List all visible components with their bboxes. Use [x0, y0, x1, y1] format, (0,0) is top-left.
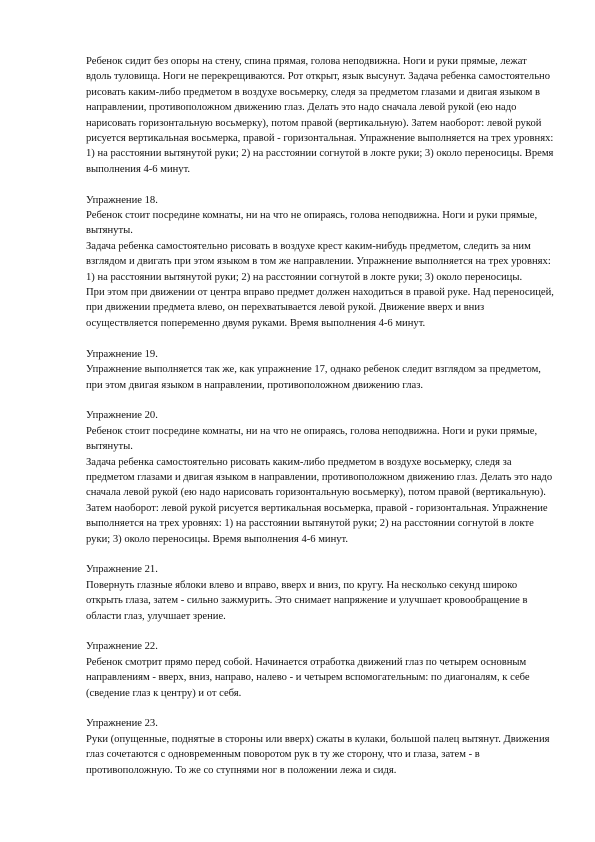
document-page — [86, 54, 554, 778]
paragraph: Ребенок стоит посредине комнаты, ни на что не опираясь, голова неподвижна. Ноги и руки прямые, вытянуты. — [86, 210, 538, 237]
spacer — [86, 177, 554, 192]
spacer — [86, 393, 554, 408]
text-block-intro — [86, 54, 554, 177]
spacer — [86, 701, 554, 716]
exercise-heading: Упражнение 20. — [86, 410, 158, 422]
spacer — [86, 624, 554, 639]
exercise-23 — [86, 716, 554, 778]
exercise-21 — [86, 562, 554, 624]
paragraph: Ребенок смотрит прямо перед собой. Начинается отработка движений глаз по четырем основным направлениям - вверх, вниз, направо, налево - и четырем вспомогательным: по диагоналям, к себе (сведение глаз к центру) и от себя. — [86, 656, 530, 699]
paragraph: Ребенок стоит посредине комнаты, ни на что не опираясь, голова неподвижна. Ноги и руки прямые, вытянуты. — [86, 425, 538, 453]
paragraph: 1) на расстоянии вытянутой руки; 2) на расстоянии согнутой в локте руки; 3) около переносицы. Время выполнения 4-6 минут. — [86, 148, 554, 175]
exercise-heading: Упражнение 22. — [86, 641, 158, 653]
exercise-22 — [86, 639, 554, 701]
paragraph: Задача ребенка самостоятельно рисовать каким-либо предметом в воздухе восьмерку, следя за предметом глазами и двигая языком в направлении, противоположном движению глаз. Делать это надо сначала левой рукой (ею надо нарисовать горизонтальную восьмерку), потом правой (вертикальную). Затем наоборот: левой рукой рисуется вертикальная восьмерка, правой - горизонтальная. Упражнение выполняется на трех уровнях: 1) на расстоянии вытянутой руки; 2) на расстоянии согнутой в локте руки; 3) около переносицы. Время выполнения 4-6 минут. — [86, 456, 553, 545]
exercise-heading: Упражнение 23. — [86, 718, 158, 730]
paragraph: Упражнение выполняется так же, как упражнение 17, однако ребенок следит взглядом за предметом, при этом двигая языком в направлении, противоположном движению глаз. — [86, 364, 541, 391]
exercise-heading: Упражнение 18. — [86, 194, 158, 206]
paragraph: Повернуть глазные яблоки влево и вправо, вверх и вниз, по кругу. На несколько секунд широко открыть глаза, затем - сильно зажмурить. Это снимает напряжение и улучшает кровообращение в области глаз, улучшает зрение. — [86, 579, 528, 622]
exercise-heading: Упражнение 21. — [86, 564, 158, 576]
paragraph: Ребенок сидит без опоры на стену, спина прямая, голова неподвижна. Ноги и руки прямые, лежат вдоль туловища. Ноги не перекрещиваются. Рот открыт, язык высунут. Задача ребенка самостоятельно рисовать каким-либо предметом в воздухе восьмерку, следя за предметом глазами и двигая языком в направлении, противоположном движению глаз. Делать это надо сначала левой рукой (ею надо нарисовать горизонтальную восьмерку), потом правой (вертикальную). Затем наоборот: левой рукой рисуется вертикальная восьмерка, правой - горизонтальная. Упражнение выполняется на трех уровнях: — [86, 56, 554, 145]
spacer — [86, 331, 554, 346]
paragraph: Задача ребенка самостоятельно рисовать в воздухе крест каким-нибудь предметом, следить за ним взглядом и двигать при этом языком в том же направлении. Упражнение выполняется на трех уровнях: 1) на расстоянии вытянутой руки; 2) на расстоянии согнутой в локте руки; 3) около переносицы. — [86, 240, 551, 283]
paragraph: При этом при движении от центра вправо предмет должен находиться в правой руке. Над переносицей, при движении предмета влево, он перехватывается левой рукой. Движение вверх и вниз осуществляется попеременно двумя руками. Время выполнения 4-6 минут. — [86, 287, 554, 329]
spacer — [86, 547, 554, 562]
exercise-20 — [86, 408, 554, 547]
paragraph: Руки (опущенные, поднятые в стороны или вверх) сжаты в кулаки, большой палец вытянут. Движения глаз сочетаются с одновременным поворотом рук в ту же сторону, что и глаза, затем - в противоположную. То же со ступнями ног в положении лежа и сидя. — [86, 733, 550, 776]
exercise-19 — [86, 347, 554, 393]
exercise-18 — [86, 193, 554, 332]
exercise-heading: Упражнение 19. — [86, 348, 158, 360]
